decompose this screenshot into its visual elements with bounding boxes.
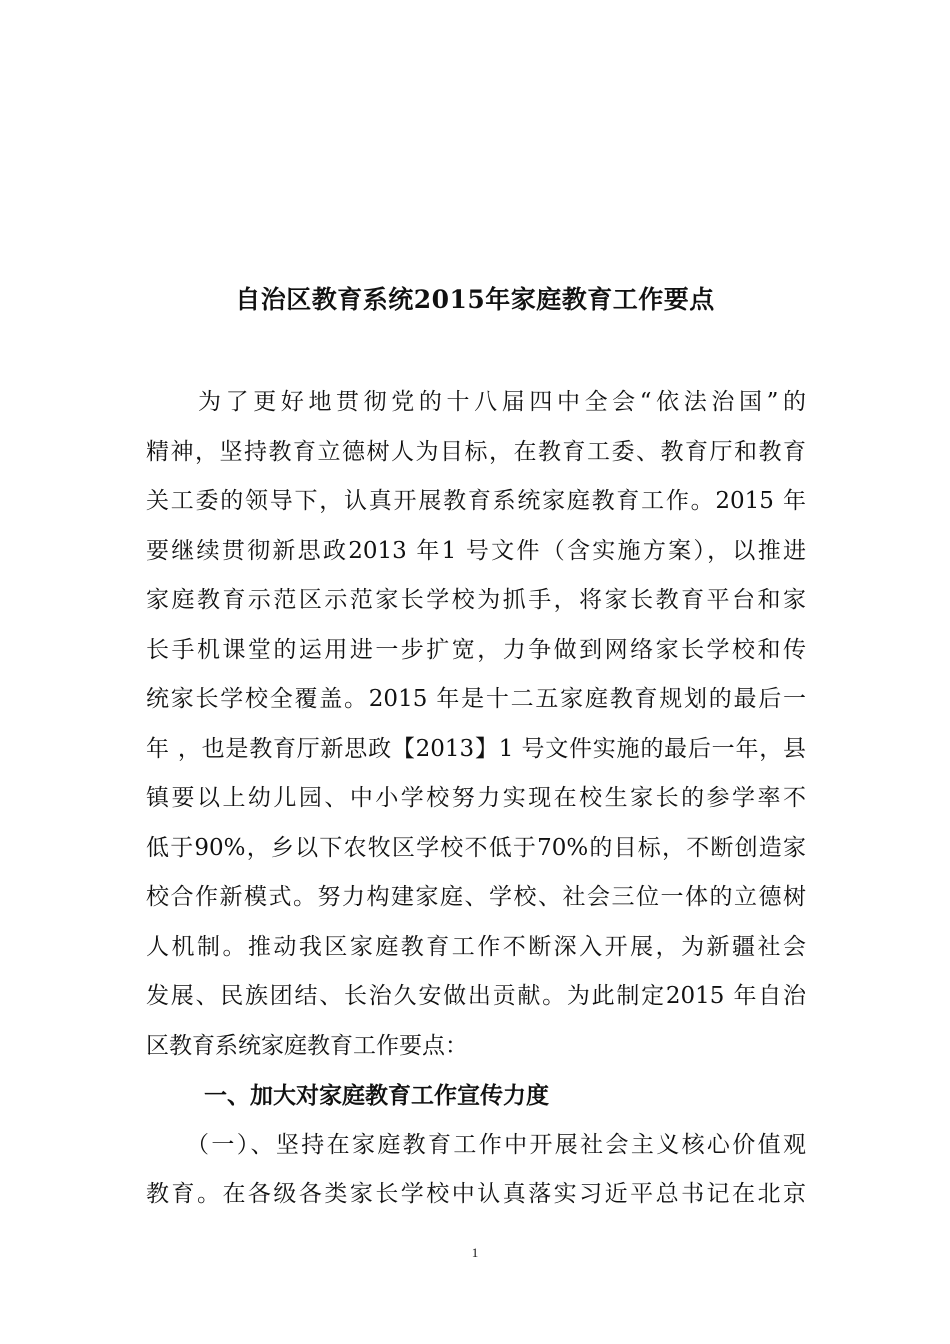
paragraph-line: 人机制。推动我区家庭教育工作不断深入开展，为新疆社会 (146, 933, 806, 960)
paragraph-line: 低于90%，乡以下农牧区学校不低于70%的目标，不断创造家 (146, 834, 806, 861)
paragraph-line: 镇要以上幼儿园、中小学校努力实现在校生家长的参学率不 (146, 785, 806, 811)
paragraph-line: 为了更好地贯彻党的十八届四中全会“依法治国”的 (198, 389, 806, 415)
paragraph-line: 区教育系统家庭教育工作要点： (146, 1032, 468, 1059)
paragraph-line: 长手机课堂的运用进一步扩宽，力争做到网络家长学校和传 (146, 636, 806, 663)
paragraph-line: 家庭教育示范区示范家长学校为抓手，将家长教育平台和家 (146, 587, 806, 613)
paragraph-line: 精神，坚持教育立德树人为目标，在教育工委、教育厅和教育 (146, 438, 806, 465)
page-number: 1 (471, 1245, 479, 1260)
paragraph-line: 年 ，也是教育厅新思政【2013】1 号文件实施的最后一年，县 (146, 735, 806, 762)
paragraph-line: 统家长学校全覆盖。2015 年是十二五家庭教育规划的最后一 (146, 686, 806, 712)
document-body (146, 378, 806, 1220)
document-title: 自治区教育系统2015年家庭教育工作要点 (235, 285, 715, 314)
paragraph-line: 校合作新模式。努力构建家庭、学校、社会三位一体的立德树 (146, 884, 806, 910)
section-heading: 一、加大对家庭教育工作宣传力度 (204, 1082, 549, 1109)
paragraph-line: 关工委的领导下，认真开展教育系统家庭教育工作。2015 年 (146, 488, 806, 514)
paragraph-line: 发展、民族团结、长治久安做出贡献。为此制定2015 年自治 (146, 983, 806, 1009)
paragraph-line: 要继续贯彻新思政2013 年1 号文件（含实施方案），以推进 (146, 537, 806, 564)
paragraph-line: （一）、坚持在家庭教育工作中开展社会主义核心价值观 (186, 1131, 806, 1158)
paragraph-line: 教育。在各级各类家长学校中认真落实习近平总书记在北京 (146, 1181, 806, 1207)
